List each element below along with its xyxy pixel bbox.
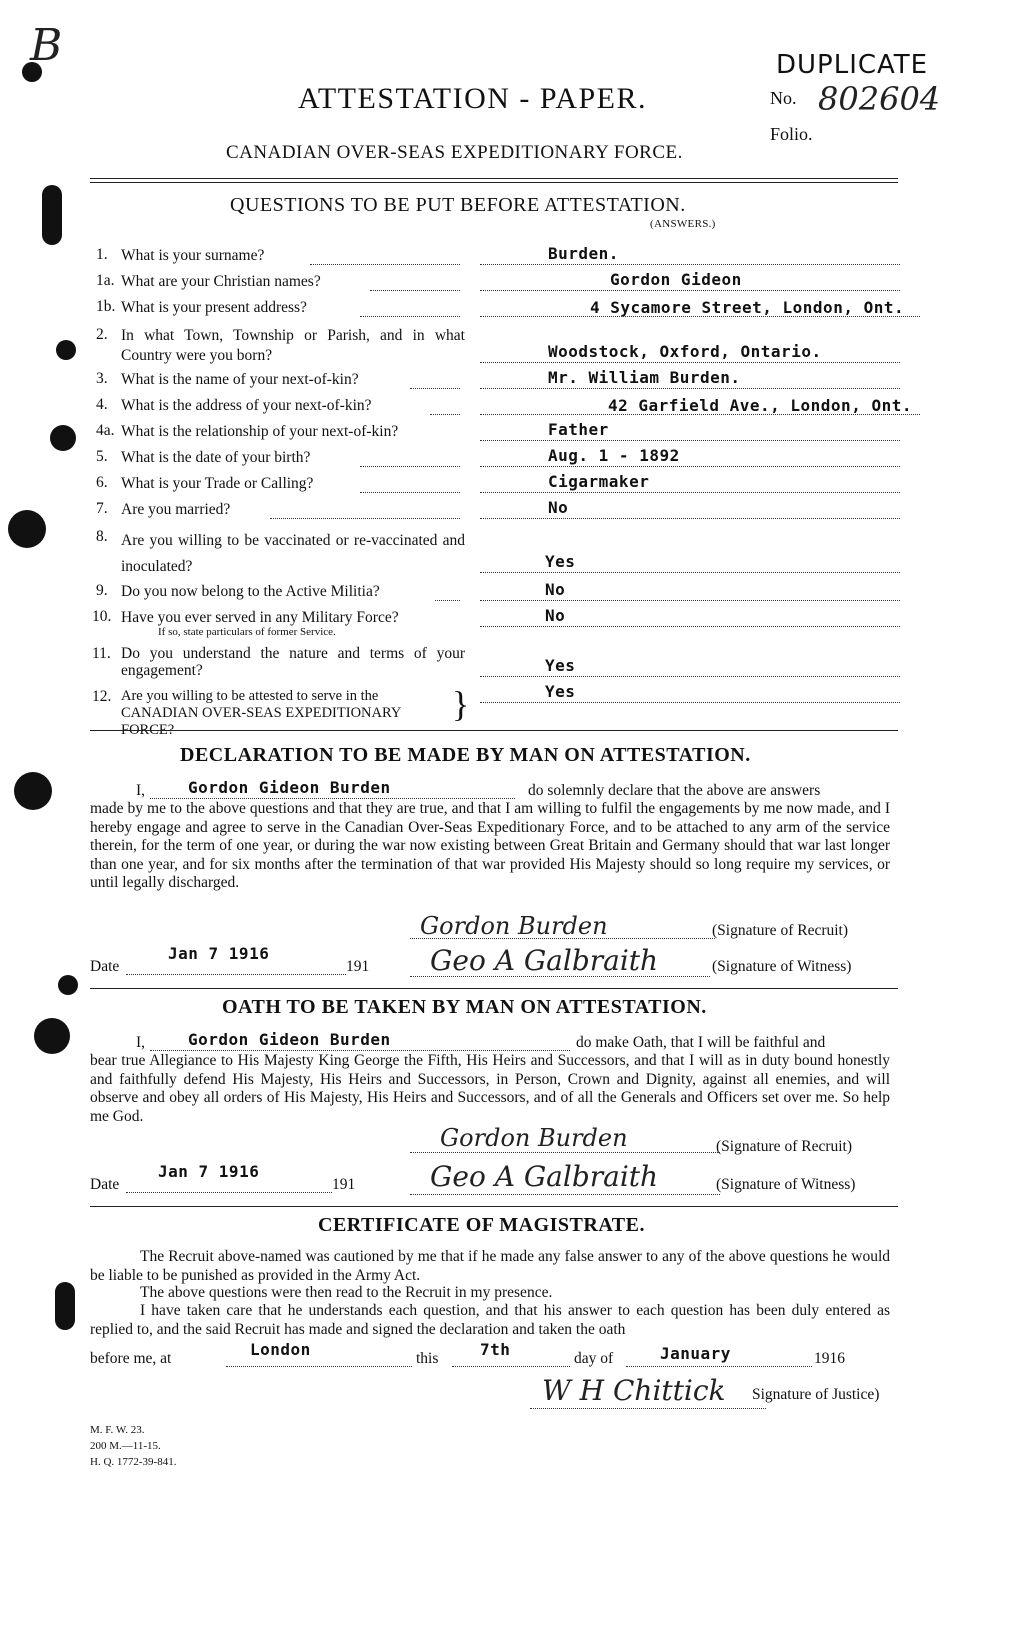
brace: }	[452, 684, 470, 724]
question-number: 8.	[96, 528, 108, 545]
answer-line	[480, 702, 900, 703]
question-text: What is the address of your next-of-kin?	[121, 397, 372, 414]
this-label: this	[416, 1350, 439, 1367]
answer-line	[480, 388, 900, 389]
question-number: 6.	[96, 474, 108, 491]
question-number: 4a.	[96, 422, 115, 439]
punch-hole	[42, 185, 62, 245]
question-text: In what Town, Township or Parish, and in what Country were you born?	[121, 327, 465, 364]
leader-dots	[310, 264, 460, 265]
answer-next-of-kin: Mr. William Burden.	[548, 368, 741, 387]
answer-military-service: No	[545, 606, 566, 625]
divider	[90, 988, 898, 989]
answer-line	[480, 466, 900, 467]
answer-line	[480, 264, 900, 265]
question-text: Do you now belong to the Active Militia?	[121, 583, 380, 600]
answer-militia: No	[545, 580, 566, 599]
leader-dots	[430, 414, 460, 415]
punch-hole	[55, 1282, 75, 1330]
declaration-body-first: do solemnly declare that the above are answers	[528, 782, 821, 799]
regimental-number: 802604	[818, 80, 941, 118]
divider	[90, 182, 898, 183]
oath-year-prefix: 191	[332, 1176, 356, 1193]
punch-hole	[34, 1018, 70, 1054]
question-text: What is the date of your birth?	[121, 449, 311, 466]
month-line	[626, 1366, 812, 1367]
name-line	[150, 1050, 570, 1051]
oath-date-label: Date	[90, 1176, 120, 1193]
question-text: What is the relationship of your next-of-kin?	[121, 423, 399, 440]
leader-dots	[360, 492, 460, 493]
number-label: No.	[770, 88, 797, 108]
answer-line	[480, 290, 900, 291]
question-text: What is the name of your next-of-kin?	[121, 371, 359, 388]
question-number: 11.	[92, 645, 111, 662]
answer-line	[480, 316, 920, 317]
magistrate-month: January	[660, 1344, 731, 1363]
place-line	[226, 1366, 412, 1367]
oath-witness-label: (Signature of Witness)	[716, 1176, 856, 1193]
answer-address: 4 Sycamore Street, London, Ont.	[590, 298, 905, 317]
signature-line	[530, 1408, 766, 1409]
magistrate-para-2: The above questions were then read to the Recruit in my presence.	[140, 1284, 553, 1301]
question-text: Do you understand the nature and terms of your engagement?	[121, 645, 465, 679]
leader-dots	[435, 600, 460, 601]
oath-recruit-label: (Signature of Recruit)	[716, 1138, 853, 1155]
question-text: What is your surname?	[121, 247, 265, 264]
questions-heading: QUESTIONS TO BE PUT BEFORE ATTESTATION.	[230, 194, 686, 216]
oath-name: Gordon Gideon Burden	[188, 1030, 391, 1049]
answer-kin-address: 42 Garfield Ave., London, Ont.	[608, 396, 912, 415]
before-me-label: before me, at	[90, 1350, 172, 1367]
question-number: 1b.	[96, 298, 116, 315]
question-text: What is your Trade or Calling?	[121, 475, 314, 492]
oath-body: bear true Allegiance to His Majesty King George the Fifth, His Heirs and Successors, and that I will as in duty bound honestly and faithfully defend His Majesty, His Heirs and Successors, in Person, Crown and Dignity, against all enemies, and will observe and obey all orders of His Majesty, His Heirs and Successors, and of all the Generals and Officers set over me. So help me God.	[90, 1052, 890, 1125]
document-subtitle: CANADIAN OVER-SEAS EXPEDITIONARY FORCE.	[226, 142, 683, 163]
magistrate-day: 7th	[480, 1340, 511, 1359]
answer-line	[480, 676, 900, 677]
oath-date: Jan 7 1916	[158, 1162, 260, 1181]
answer-surname: Burden.	[548, 244, 619, 263]
question-number: 4.	[96, 396, 108, 413]
folio-label: Folio.	[770, 124, 813, 144]
question-number: 12.	[92, 688, 112, 705]
form-code-1: M. F. W. 23.	[90, 1424, 145, 1436]
date-line	[126, 1192, 332, 1193]
answers-label: (ANSWERS.)	[650, 218, 716, 230]
day-of-label: day of	[574, 1350, 614, 1367]
question-text: Are you married?	[121, 501, 231, 518]
declaration-body: made by me to the above questions and that they are true, and that I am willing to fulfil the engagements by me now made, and I hereby engage and agree to serve in the Canadian Over-Seas Expeditionary Force, and to be attached to any arm of the service therein, for the term of one year, or during the war now existing between Great Britain and Germany should that war last longer than one year, and for six months after the termination of that war provided His Majesty should so long require my services, or until legally discharged.	[90, 800, 890, 891]
name-line	[150, 798, 515, 799]
declaration-witness-signature[interactable]: Geo A Galbraith	[430, 944, 659, 977]
form-code-2: 200 M.—11-15.	[90, 1440, 161, 1452]
answer-line	[480, 492, 900, 493]
divider	[90, 1206, 898, 1207]
declaration-recruit-label: (Signature of Recruit)	[712, 922, 849, 939]
question-text: Have you ever served in any Military Force?	[121, 609, 399, 626]
answer-vaccinated: Yes	[545, 552, 576, 571]
document-title: ATTESTATION - PAPER.	[298, 82, 648, 115]
magistrate-para-3: I have taken care that he understands each question, and that his answer to each question has been duly entered as replied to, and the said Recruit has made and signed the declaration and taken the oath	[90, 1302, 890, 1338]
declaration-name: Gordon Gideon Burden	[188, 778, 391, 797]
question-note: If so, state particulars of former Service.	[158, 626, 336, 638]
magistrate-para-1: The Recruit above-named was cautioned by me that if he made any false answer to any of the above questions he would be liable to be punished as provided in the Army Act.	[90, 1248, 890, 1284]
signature-line	[410, 1194, 720, 1195]
signature-line	[410, 976, 710, 977]
date-line	[126, 974, 346, 975]
punch-hole	[50, 425, 76, 451]
answer-line	[480, 362, 900, 363]
answer-relationship: Father	[548, 420, 609, 439]
leader-dots	[410, 388, 460, 389]
leader-dots	[360, 316, 460, 317]
punch-hole	[58, 975, 78, 995]
leader-dots	[360, 466, 460, 467]
leader-dots	[370, 290, 460, 291]
answer-line	[480, 440, 900, 441]
declaration-year-prefix: 191	[346, 958, 370, 975]
declaration-heading: DECLARATION TO BE MADE BY MAN ON ATTESTATION.	[180, 744, 751, 766]
question-text: Are you willing to be attested to serve in the CANADIAN OVER-SEAS EXPEDITIONARY FORCE?	[121, 688, 401, 738]
form-code-3: H. Q. 1772-39-841.	[90, 1456, 177, 1468]
oath-body-first: do make Oath, that I will be faithful and	[576, 1034, 826, 1051]
question-number: 5.	[96, 448, 108, 465]
day-line	[452, 1366, 570, 1367]
question-number: 1a.	[96, 272, 115, 289]
answer-line	[480, 572, 900, 573]
answer-understand-terms: Yes	[545, 656, 576, 675]
punch-hole	[56, 340, 76, 360]
oath-recruit-signature[interactable]: Gordon Burden	[440, 1124, 628, 1152]
answer-birth-date: Aug. 1 - 1892	[548, 446, 680, 465]
answer-line	[480, 626, 900, 627]
question-number: 10.	[92, 608, 112, 625]
oath-heading: OATH TO BE TAKEN BY MAN ON ATTESTATION.	[222, 996, 707, 1018]
oath-i: I,	[136, 1034, 146, 1051]
divider	[90, 178, 898, 179]
answer-line	[480, 414, 920, 415]
oath-witness-signature[interactable]: Geo A Galbraith	[430, 1160, 659, 1193]
magistrate-heading: CERTIFICATE OF MAGISTRATE.	[318, 1214, 645, 1236]
duplicate-stamp: DUPLICATE	[776, 50, 929, 80]
signature-line	[410, 938, 715, 939]
answer-christian-names: Gordon Gideon	[610, 270, 742, 289]
answer-line	[480, 600, 900, 601]
magistrate-place: London	[250, 1340, 311, 1359]
punch-hole	[8, 510, 46, 548]
question-text: What are your Christian names?	[121, 273, 321, 290]
declaration-date-label: Date	[90, 958, 120, 975]
declaration-witness-label: (Signature of Witness)	[712, 958, 852, 975]
question-text: Are you willing to be vaccinated or re-vaccinated and inoculated?	[121, 532, 465, 575]
leader-dots	[270, 518, 460, 519]
justice-sig-label: Signature of Justice)	[752, 1386, 880, 1403]
answer-married: No	[548, 498, 569, 517]
declaration-recruit-signature[interactable]: Gordon Burden	[420, 912, 608, 940]
punch-hole	[14, 772, 52, 810]
question-number: 3.	[96, 370, 108, 387]
answer-birthplace: Woodstock, Oxford, Ontario.	[548, 342, 822, 361]
answer-trade: Cigarmaker	[548, 472, 650, 491]
magistrate-year: 1916	[814, 1350, 845, 1367]
question-text: What is your present address?	[121, 299, 307, 316]
signature-line	[410, 1152, 720, 1153]
question-number: 2.	[96, 326, 108, 343]
justice-signature[interactable]: W H Chittick	[542, 1374, 726, 1407]
answer-line	[480, 518, 900, 519]
declaration-i: I,	[136, 782, 146, 799]
declaration-date: Jan 7 1916	[168, 944, 270, 963]
corner-mark: B	[30, 20, 63, 71]
question-number: 7.	[96, 500, 108, 517]
divider	[90, 730, 898, 731]
question-number: 9.	[96, 582, 108, 599]
answer-willing-to-serve: Yes	[545, 682, 576, 701]
question-number: 1.	[96, 246, 108, 263]
